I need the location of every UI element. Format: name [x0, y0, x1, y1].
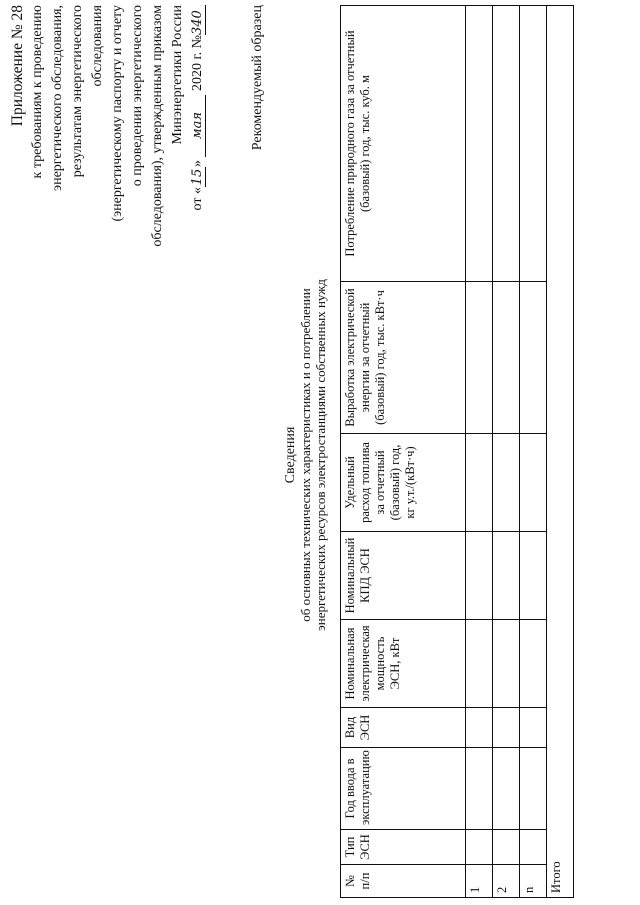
- table-cell[interactable]: [520, 620, 547, 708]
- sample-note: Рекомендуемый образец: [250, 5, 265, 151]
- table-cell[interactable]: [466, 708, 493, 748]
- header-cell: Удельный расход топлива за отчетный (базовый) год, кг у.т./(кВт·ч): [341, 434, 466, 532]
- header-line: результатам энергетического: [70, 5, 85, 178]
- table-cell[interactable]: [520, 434, 547, 532]
- document-title: [283, 105, 328, 805]
- header-line: обследования), утвержденным приказом: [150, 5, 165, 247]
- table-cell[interactable]: [493, 6, 520, 282]
- date-year: 2020 г. №: [190, 35, 205, 92]
- table-cell[interactable]: [520, 532, 547, 620]
- header-line: о проведении энергетического: [130, 5, 145, 187]
- table-cell[interactable]: [466, 434, 493, 532]
- total-row: [547, 6, 574, 898]
- table-cell[interactable]: [520, 830, 547, 865]
- order-number: 340: [191, 5, 206, 35]
- header-cell: Номинальная электрическая мощность ЭСН, кВт: [341, 620, 466, 708]
- date-month: мая: [191, 95, 206, 157]
- esn-table: [340, 5, 574, 898]
- table-cell[interactable]: [520, 748, 547, 830]
- table-cell[interactable]: [466, 532, 493, 620]
- title-line: об основных технических характеристиках и о потреблении: [298, 288, 313, 622]
- table-cell[interactable]: [493, 748, 520, 830]
- table-cell[interactable]: [520, 282, 547, 434]
- header-cell: Выработка электрической энергии за отчетный (базовый) год, тыс. кВт·ч: [341, 282, 466, 434]
- table-cell[interactable]: [493, 282, 520, 434]
- table-cell[interactable]: [466, 748, 493, 830]
- table-cell[interactable]: [493, 708, 520, 748]
- header-line: обследования: [90, 5, 105, 87]
- table-row: [493, 6, 520, 898]
- title-line: Сведения: [283, 426, 298, 484]
- header-line: Минэнергетики России: [170, 5, 185, 145]
- row-number: 1: [466, 865, 493, 898]
- appendix-header: [8, 5, 208, 435]
- row-number: n: [520, 865, 547, 898]
- header-cell: Номинальный КПД ЭСН: [341, 532, 466, 620]
- table-cell[interactable]: [466, 830, 493, 865]
- header-line: (энергетическому паспорту и отчету: [110, 5, 125, 222]
- table-cell[interactable]: [493, 532, 520, 620]
- table-row: [466, 6, 493, 898]
- table-cell[interactable]: [493, 620, 520, 708]
- date-prefix: от «: [190, 187, 205, 211]
- header-cell: Вид ЭСН: [341, 708, 466, 748]
- total-label: Итого: [547, 6, 574, 898]
- header-line: к требованиям к проведению: [30, 5, 45, 179]
- title-line: энергетических ресурсов электростанциями собственных нужд: [313, 279, 328, 631]
- header-line: энергетического обследования,: [50, 5, 65, 191]
- table-header-row: [341, 6, 466, 898]
- order-date-line: [188, 5, 208, 435]
- table-cell[interactable]: [466, 6, 493, 282]
- table-cell[interactable]: [466, 282, 493, 434]
- table-row: [520, 6, 547, 898]
- header-cell: Тип ЭСН: [341, 830, 466, 865]
- table-cell[interactable]: [493, 830, 520, 865]
- header-cell: № п/п: [341, 865, 466, 898]
- table-cell[interactable]: [520, 6, 547, 282]
- header-cell: Год ввода в эксплуатацию: [341, 748, 466, 830]
- table-cell[interactable]: [466, 620, 493, 708]
- table-cell[interactable]: [520, 708, 547, 748]
- table-cell[interactable]: [493, 434, 520, 532]
- date-mid: »: [190, 160, 205, 168]
- header-cell: Потребление природного газа за отчетный (базовый) год, тыс. куб. м: [341, 6, 466, 282]
- appendix-number: Приложение № 28: [9, 5, 26, 127]
- row-number: 2: [493, 865, 520, 898]
- date-day: 15: [190, 168, 205, 186]
